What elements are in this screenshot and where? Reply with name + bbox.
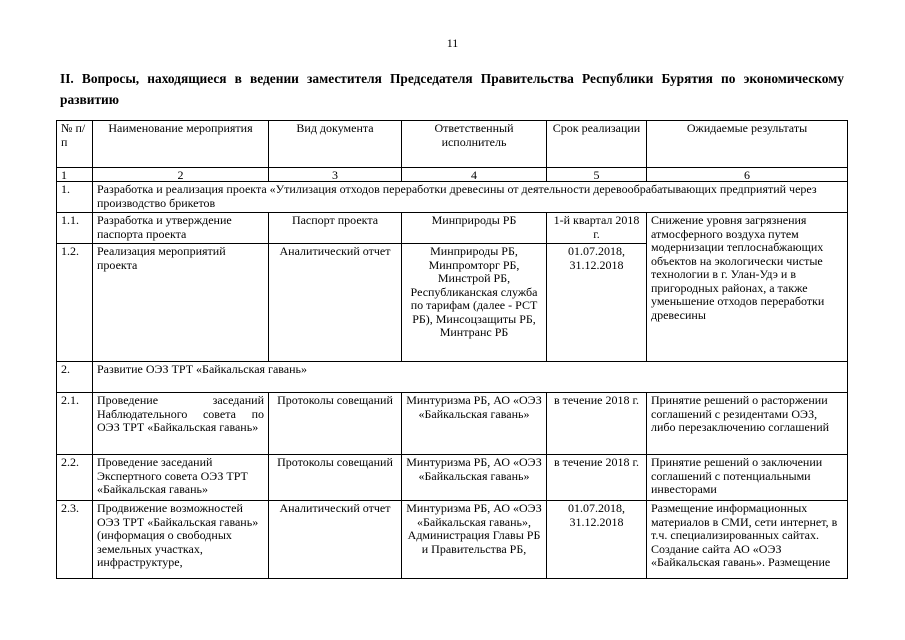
row-result: Размещение информационных материалов в СМИ, сети интернет, в т.ч. специализированных сайтах. Создание сайта АО «ОЭЗ «Байкальская гавань». Размещение <box>647 501 848 579</box>
page-number: 11 <box>446 36 459 50</box>
row-result: Снижение уровня загрязнения атмосферного воздуха путем модернизации теплоснабжающих объектов на экологически чистые технологии в г. Улан-Удэ и в пригородных районах, а также уменьшение отходов переработки древесины <box>647 213 848 362</box>
column-number: 4 <box>402 168 547 182</box>
row-name: Проведение заседаний Экспертного совета ОЭЗ ТРТ «Байкальская гавань» <box>93 455 269 501</box>
row-number: 1.2. <box>57 244 93 362</box>
table-row <box>57 501 848 579</box>
row-responsible: Минтуризма РБ, АО «ОЭЗ «Байкальская гавань» <box>402 393 547 455</box>
row-number: 2.1. <box>57 393 93 455</box>
section-row <box>57 362 848 393</box>
row-responsible: Минтуризма РБ, АО «ОЭЗ «Байкальская гавань» <box>402 455 547 501</box>
column-number: 1 <box>57 168 93 182</box>
row-doc: Паспорт проекта <box>269 213 402 244</box>
row-result: Принятие решений о расторжении соглашений с резидентами ОЭЗ, либо перезаключению соглашений <box>647 393 848 455</box>
events-table <box>56 120 848 579</box>
row-name: Реализация мероприятий проекта <box>93 244 269 362</box>
header-num: № п/п <box>57 121 93 168</box>
row-name: Продвижение возможностей ОЭЗ ТРТ «Байкальская гавань» (информация о свободных земельных участках, инфраструктуре, <box>93 501 269 579</box>
section-number: 1. <box>57 182 93 213</box>
header-term: Срок реализации <box>547 121 647 168</box>
row-responsible: Минтуризма РБ, АО «ОЭЗ «Байкальская гавань», Администрация Главы РБ и Правительства РБ, <box>402 501 547 579</box>
table-header-row <box>57 121 848 168</box>
section-title-cell: Развитие ОЭЗ ТРТ «Байкальская гавань» <box>93 362 848 393</box>
column-number: 5 <box>547 168 647 182</box>
table-row <box>57 455 848 501</box>
column-number: 3 <box>269 168 402 182</box>
section-row <box>57 182 848 213</box>
row-responsible: Минприроды РБ, Минпромторг РБ, Минстрой РБ, Республиканская служба по тарифам (далее - РСТ РБ), Минсоцзащиты РБ, Минтранс РБ <box>402 244 547 362</box>
row-number: 2.2. <box>57 455 93 501</box>
section-title-cell: Разработка и реализация проекта «Утилизация отходов переработки древесины от деятельности деревообрабатывающих предприятий через производство брикетов <box>93 182 848 213</box>
row-term: в течение 2018 г. <box>547 455 647 501</box>
header-name: Наименование мероприятия <box>93 121 269 168</box>
row-name: Проведение заседаний Наблюдательного совета по ОЭЗ ТРТ «Байкальская гавань» <box>93 393 269 455</box>
row-term: 1-й квартал 2018 г. <box>547 213 647 244</box>
section-title: II. Вопросы, находящиеся в ведении заместителя Председателя Правительства Республики Бурятия по экономическому развитию <box>60 71 844 107</box>
row-number: 2.3. <box>57 501 93 579</box>
row-term: в течение 2018 г. <box>547 393 647 455</box>
row-result: Принятие решений о заключении соглашений с потенциальными инвесторами <box>647 455 848 501</box>
table-row <box>57 213 848 244</box>
column-number: 6 <box>647 168 848 182</box>
header-responsible: Ответственный исполнитель <box>402 121 547 168</box>
column-number: 2 <box>93 168 269 182</box>
row-responsible: Минприроды РБ <box>402 213 547 244</box>
section-number: 2. <box>57 362 93 393</box>
row-term: 01.07.2018, 31.12.2018 <box>547 244 647 362</box>
table-row <box>57 393 848 455</box>
row-name: Разработка и утверждение паспорта проекта <box>93 213 269 244</box>
row-doc: Аналитический отчет <box>269 244 402 362</box>
column-number-row <box>57 168 848 182</box>
header-doc: Вид документа <box>269 121 402 168</box>
row-doc: Протоколы совещаний <box>269 455 402 501</box>
row-doc: Протоколы совещаний <box>269 393 402 455</box>
row-doc: Аналитический отчет <box>269 501 402 579</box>
row-term: 01.07.2018, 31.12.2018 <box>547 501 647 579</box>
row-number: 1.1. <box>57 213 93 244</box>
header-result: Ожидаемые результаты <box>647 121 848 168</box>
